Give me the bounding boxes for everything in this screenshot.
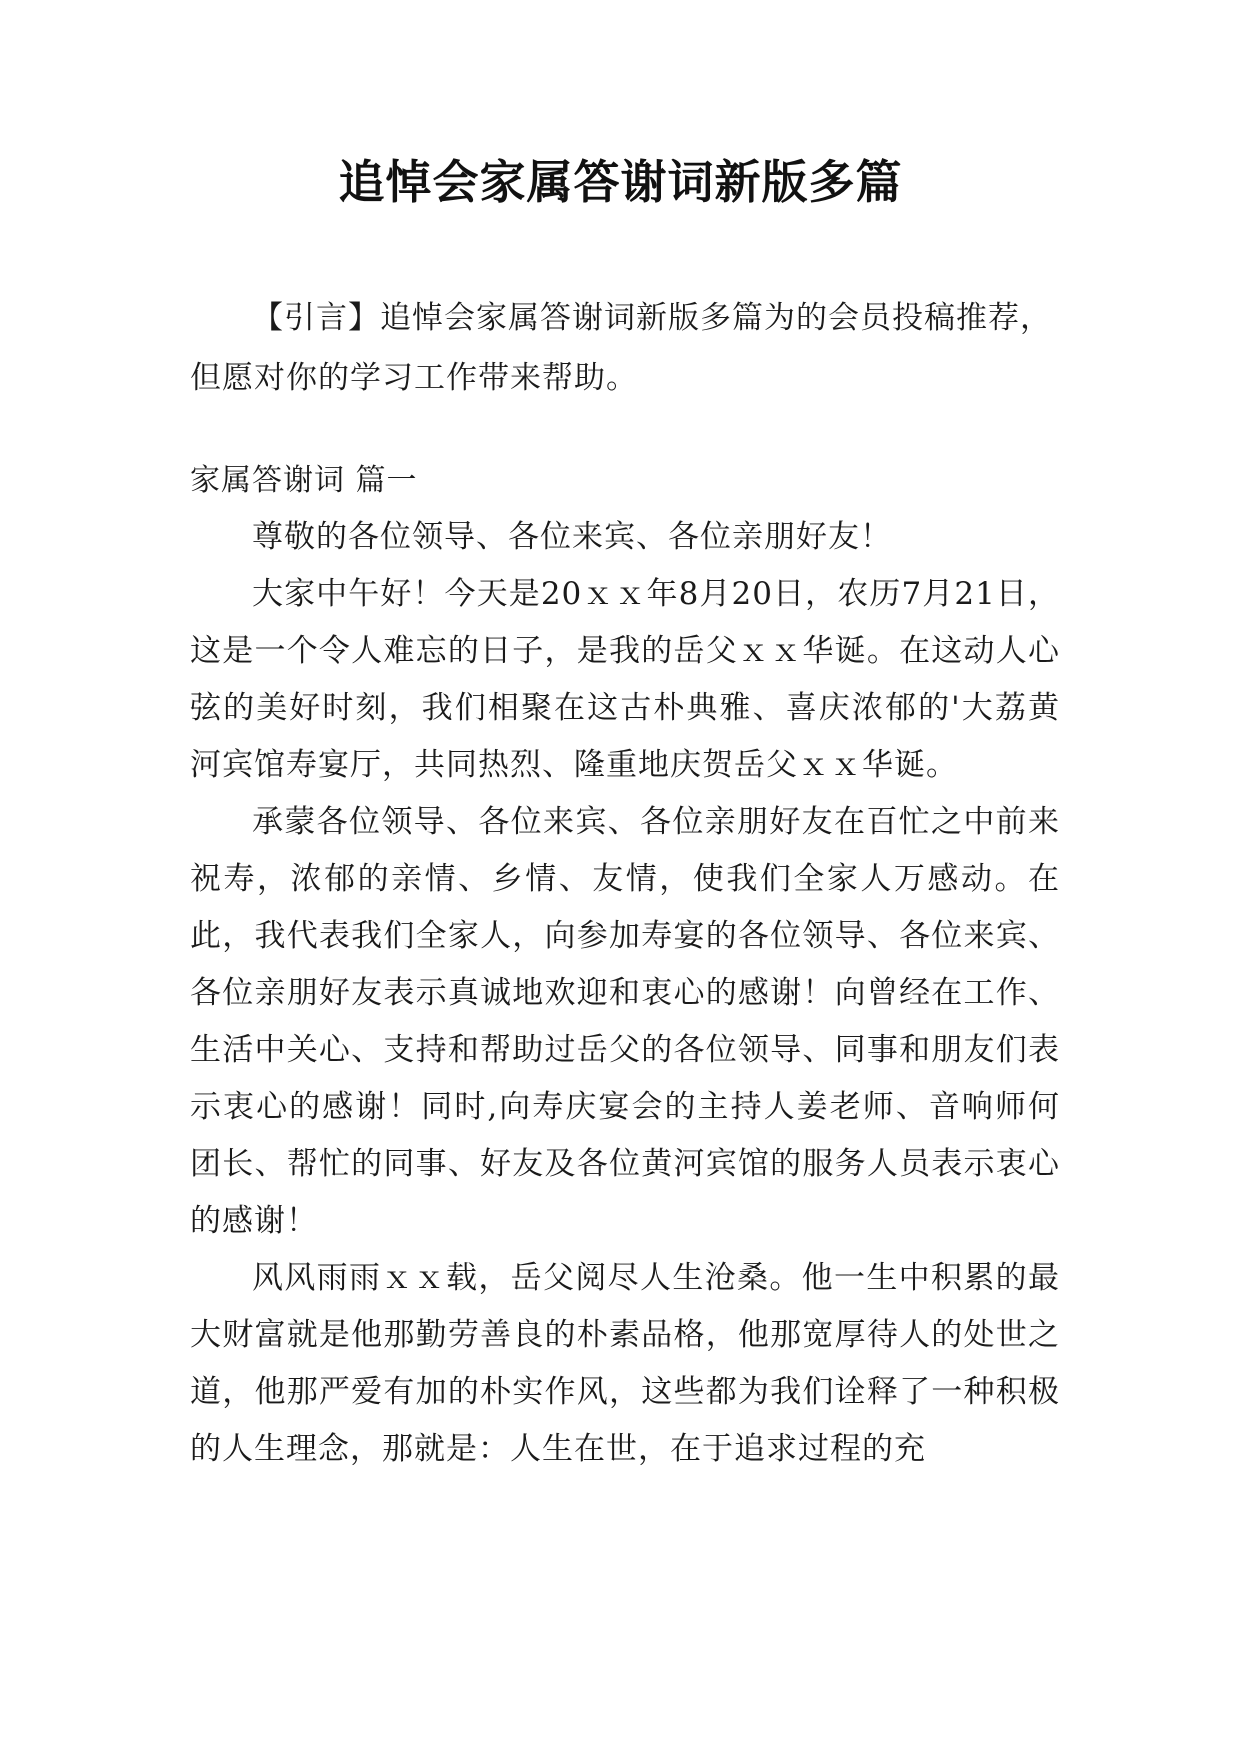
document-body (190, 288, 1060, 1478)
body-paragraph: 尊敬的各位领导、各位来宾、各位亲朋好友！ (252, 519, 892, 555)
section-heading: 家属答谢词 篇一 (190, 463, 418, 498)
body-paragraph: 大家中午好！今天是20ｘｘ年8月20日，农历7月21日，这是一个令人难忘的日子，是我的岳父ｘｘ华诞。在这动人心弦的美好时刻，我们相聚在这古朴典雅、喜庆浓郁的'大荔黄河宾馆寿宴厅，共同热烈、隆重地庆贺岳父ｘｘ华诞。 (190, 576, 1060, 783)
document-title: 追悼会家属答谢词新版多篇 (338, 155, 903, 209)
body-paragraph: 风风雨雨ｘｘ载，岳父阅尽人生沧桑。他一生中积累的最大财富就是他那勤劳善良的朴素品格，他那宽厚待人的处世之道，他那严爱有加的朴实作风，这些都为我们诠释了一种积极的人生理念，那就是：人生在世，在于追求过程的充 (190, 1260, 1060, 1467)
body-paragraph: 承蒙各位领导、各位来宾、各位亲朋好友在百忙之中前来祝寿，浓郁的亲情、乡情、友情，使我们全家人万感动。在此，我代表我们全家人，向参加寿宴的各位领导、各位来宾、各位亲朋好友表示真诚地欢迎和衷心的感谢！向曾经在工作、生活中关心、支持和帮助过岳父的各位领导、同事和朋友们表示衷心的感谢！同时,向寿庆宴会的主持人姜老师、音响师何团长、帮忙的同事、好友及各位黄河宾馆的服务人员表示衷心的感谢！ (190, 804, 1060, 1239)
intro-paragraph: 【引言】追悼会家属答谢词新版多篇为的会员投稿推荐，但愿对你的学习工作带来帮助。 (190, 300, 1052, 396)
